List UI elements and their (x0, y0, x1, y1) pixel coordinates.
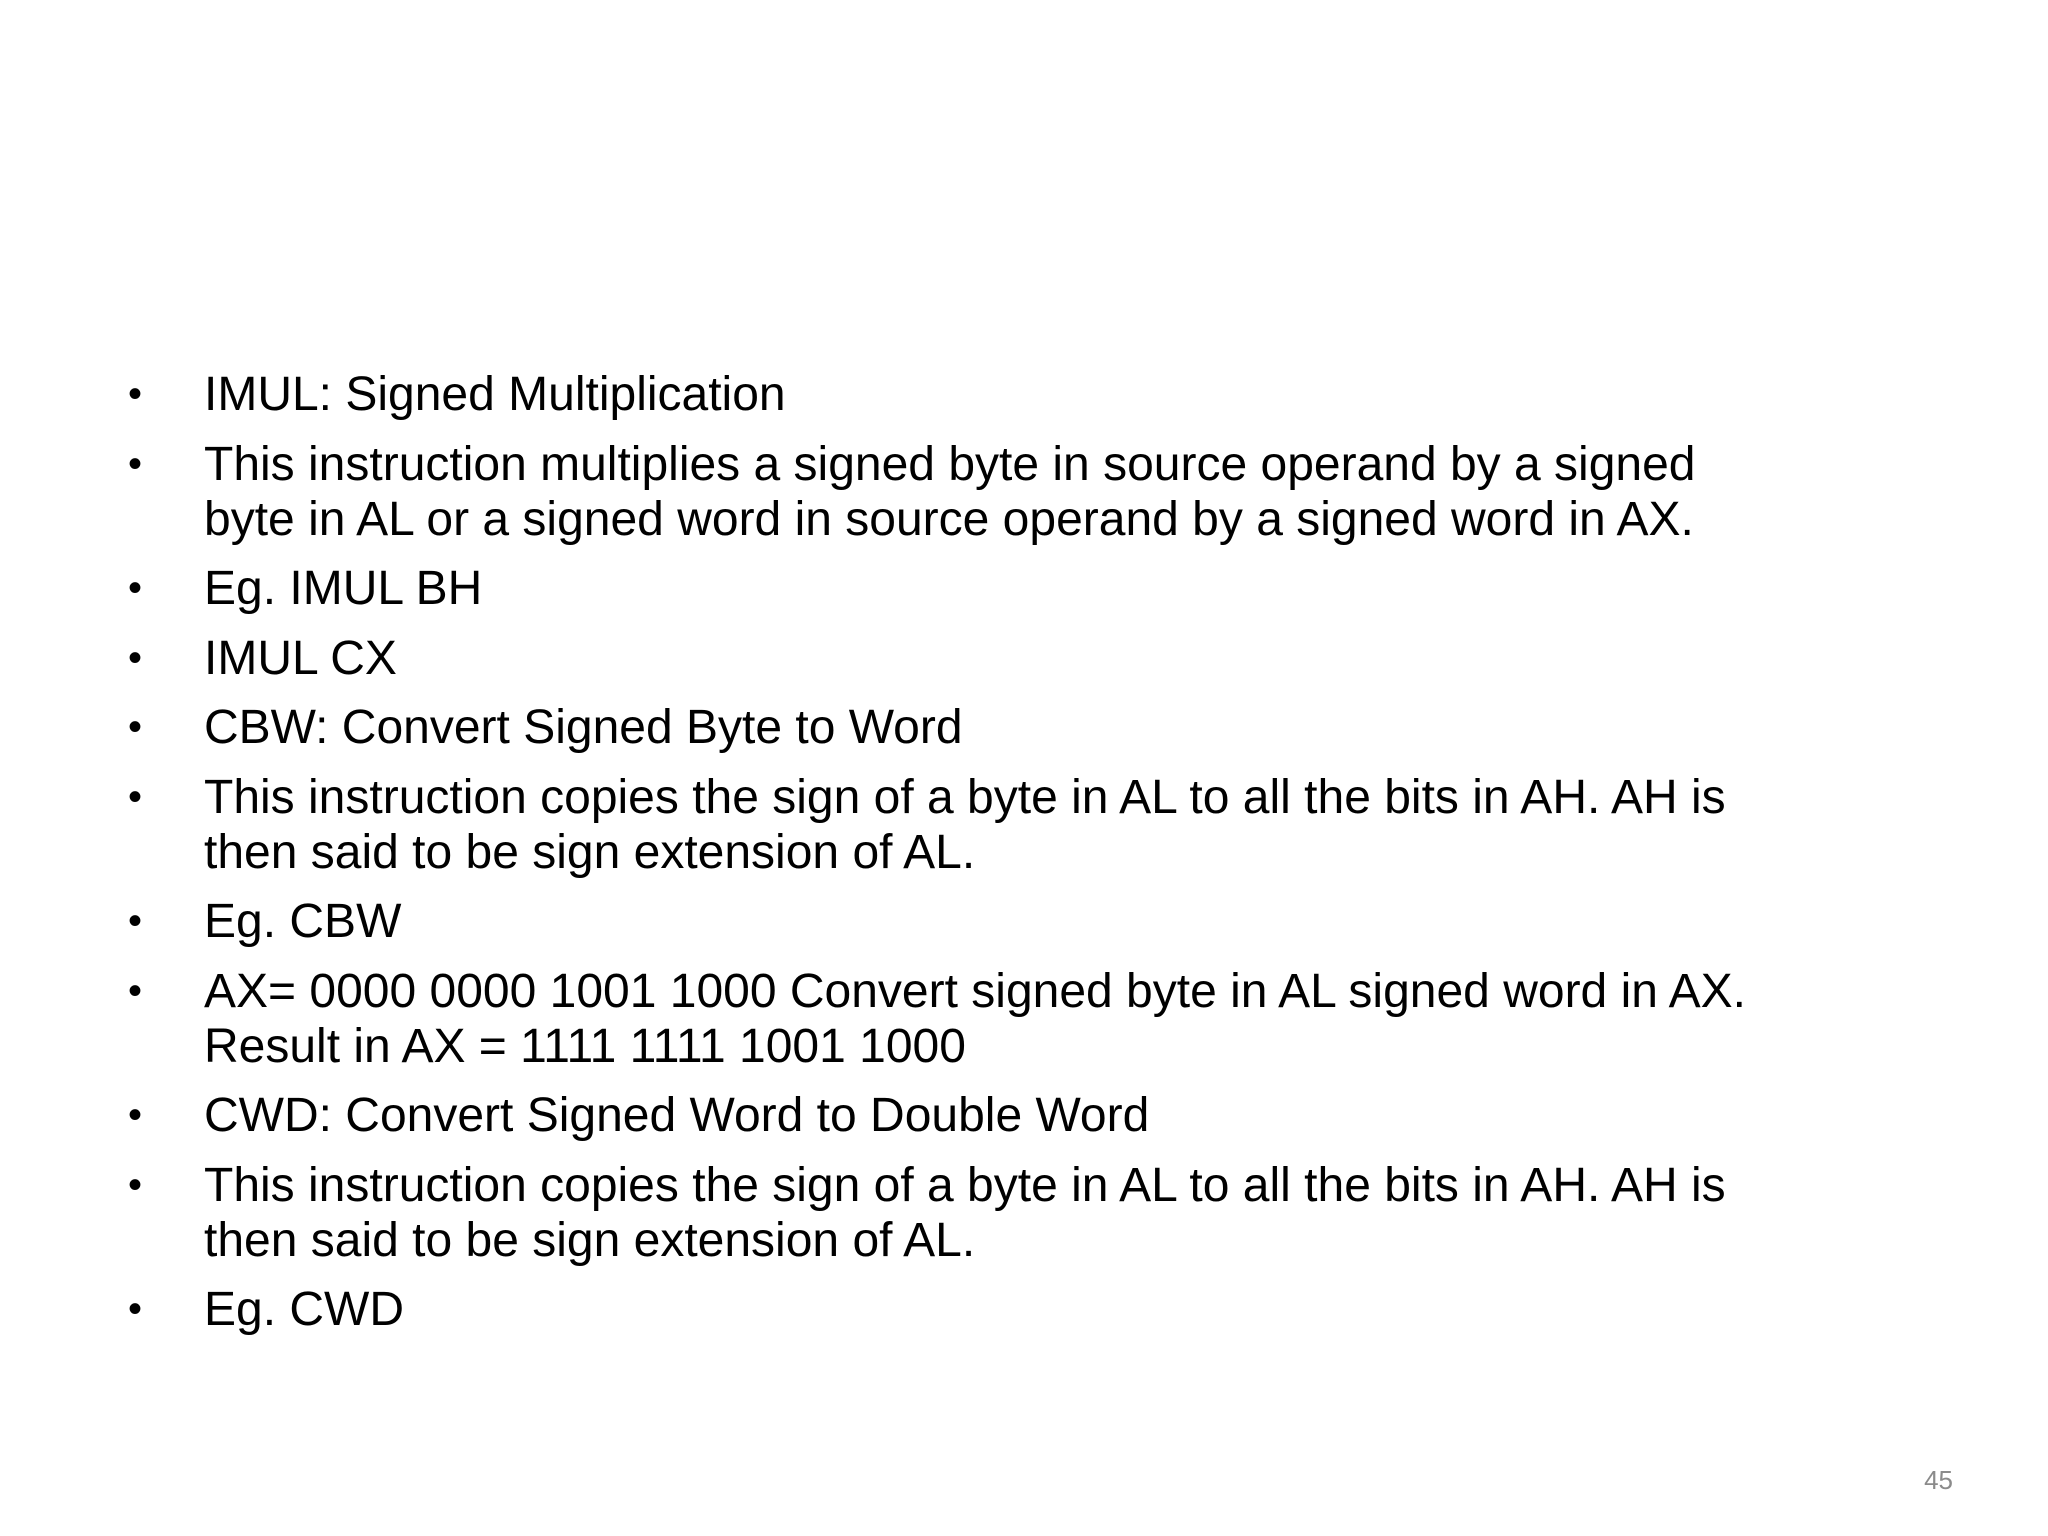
list-item (120, 1158, 1940, 1268)
bullet-icon: • (127, 635, 142, 680)
list-item-text: IMUL: Signed Multiplication (204, 368, 786, 421)
bullet-icon: • (127, 566, 142, 610)
bullet-icon: • (127, 1162, 142, 1207)
list-item-text: Eg. IMUL BH (204, 562, 483, 615)
list-item (120, 631, 1940, 686)
list-item-text: This instruction multiplies a signed byte in source operand by a signed (204, 437, 1696, 491)
list-item-text: Eg. CWD (204, 1283, 405, 1336)
list-item (120, 1088, 1940, 1143)
bullet-icon: • (127, 899, 142, 943)
list-item (120, 700, 1940, 755)
list-item-text: AX= 0000 0000 1001 1000 Convert signed byte in AL signed word in AX. (204, 964, 1746, 1018)
list-item-text: Eg. CBW (204, 895, 402, 948)
list-item (120, 561, 1940, 616)
list-item-text: then said to be sign extension of AL. (204, 825, 976, 879)
list-item (120, 1282, 1940, 1337)
bullet-icon: • (127, 774, 142, 819)
list-item-text: IMUL CX (204, 631, 397, 685)
bullet-icon: • (127, 1287, 142, 1331)
list-item (120, 437, 1940, 547)
bullet-icon: • (127, 372, 142, 416)
list-item-text: then said to be sign extension of AL. (204, 1213, 976, 1267)
bullet-list (120, 367, 1940, 1352)
bullet-icon: • (127, 1093, 142, 1137)
list-item-text: Result in AX = 1111 1111 1001 1000 (204, 1019, 966, 1073)
list-item (120, 964, 1940, 1074)
list-item (120, 367, 1940, 422)
list-item-text: byte in AL or a signed word in source operand by a signed word in AX. (204, 492, 1694, 546)
bullet-icon: • (127, 968, 142, 1013)
page-number: 45 (1924, 1465, 1953, 1495)
list-item (120, 770, 1940, 880)
list-item (120, 894, 1940, 949)
bullet-icon: • (127, 441, 142, 486)
list-item-text: CBW: Convert Signed Byte to Word (204, 701, 963, 754)
list-item-text: This instruction copies the sign of a byte in AL to all the bits in AH. AH is (204, 1158, 1726, 1212)
list-item-text: This instruction copies the sign of a byte in AL to all the bits in AH. AH is (204, 770, 1726, 824)
bullet-icon: • (127, 705, 142, 749)
list-item-text: CWD: Convert Signed Word to Double Word (204, 1089, 1150, 1142)
